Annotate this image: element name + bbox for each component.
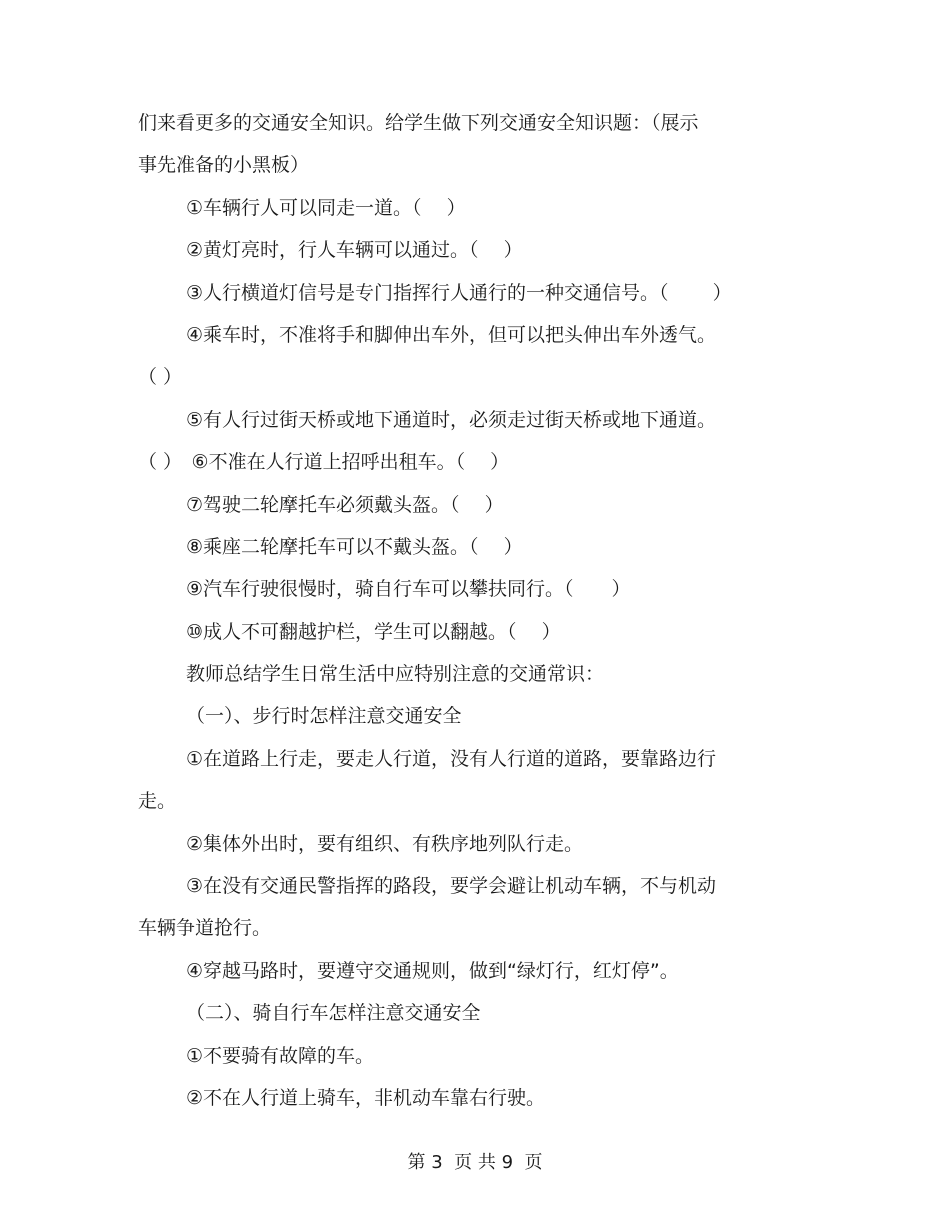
text-line: 教师总结学生日常生活中应特别注意的交通常识：: [186, 663, 605, 686]
text-line: ②集体外出时，要有组织、有秩序地列队行走。: [186, 832, 584, 855]
text-line: ⑤有人行过街天桥或地下通道时，必须走过街天桥或地下通道。: [186, 408, 717, 431]
text-line: ③在没有交通民警指挥的路段，要学会避让机动车辆，不与机动: [186, 875, 717, 898]
text-line: （ ） ⑥不准在人行道上招呼出租车。（ ）: [138, 451, 510, 474]
text-line: ①不要骑有故障的车。: [186, 1044, 375, 1067]
text-line: ⑨汽车行驶很慢时，骑自行车可以攀扶同行。（ ）: [186, 578, 631, 601]
text-line: ③人行横道灯信号是专门指挥行人通行的一种交通信号。（ ）: [186, 281, 732, 304]
text-line: ②不在人行道上骑车，非机动车靠右行驶。: [186, 1086, 546, 1109]
text-line: ④乘车时，不准将手和脚伸出车外，但可以把头伸出车外透气。: [186, 323, 717, 346]
text-line: ⑩成人不可翻越护栏，学生可以翻越。（ ）: [186, 620, 561, 643]
text-line: 走。: [138, 790, 177, 813]
text-line: （ ）: [138, 366, 183, 389]
text-line: 事先准备的小黑板）: [138, 154, 310, 177]
section-heading: （二）、骑自行车怎样注意交通安全: [186, 1002, 481, 1025]
section-heading: （一）、步行时怎样注意交通安全: [186, 705, 462, 728]
text-line: 车辆争道抢行。: [138, 917, 272, 940]
text-line: ②黄灯亮时，行人车辆可以通过。（ ）: [186, 239, 523, 262]
text-line: 们来看更多的交通安全知识。给学生做下列交通安全知识题：（展示: [138, 112, 699, 134]
text-line: ④穿越马路时，要遵守交通规则，做到“绿灯行，红灯停”。: [186, 959, 679, 982]
text-line: ①车辆行人可以同走一道。（ ）: [186, 196, 466, 219]
text-line: ①在道路上行走，要走人行道，没有人行道的道路，要靠路边行: [186, 747, 717, 770]
document-body: [138, 114, 778, 1131]
text-line: ⑦驾驶二轮摩托车必须戴头盔。（ ）: [186, 493, 504, 516]
text-line: ⑧乘座二轮摩托车可以不戴头盔。（ ）: [186, 535, 523, 558]
page-number-footer: 第 3 页 共 9 页: [407, 1152, 543, 1173]
